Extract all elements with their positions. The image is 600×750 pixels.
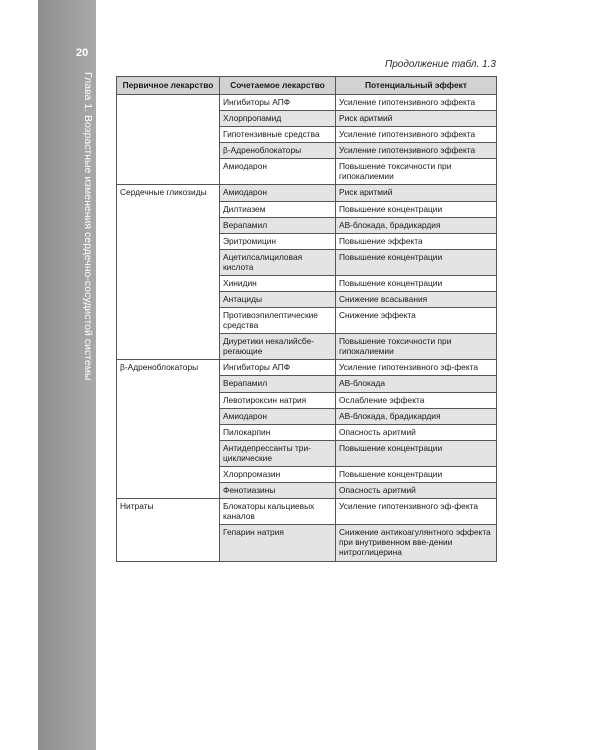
primary-drug-cell: Нитраты [117, 499, 220, 561]
combined-drug-cell: Амиодарон [220, 185, 336, 201]
primary-drug-cell [117, 95, 220, 185]
potential-effect-cell: АВ-блокада, брадикардия [336, 217, 497, 233]
primary-drug-cell: Сердечные гликозиды [117, 185, 220, 360]
table-row [117, 95, 497, 111]
potential-effect-cell: Риск аритмий [336, 111, 497, 127]
potential-effect-cell: Ослабление эффекта [336, 392, 497, 408]
potential-effect-cell: Снижение антикоагулянтного эффекта при внутривенном вве-дении нитроглицерина [336, 525, 497, 561]
potential-effect-cell: Снижение эффекта [336, 308, 497, 334]
combined-drug-cell: Левотироксин натрия [220, 392, 336, 408]
potential-effect-cell: Повышение концентрации [336, 201, 497, 217]
chapter-title: Глава 1. Возрастные изменения сердечно-сосудистой системы [82, 72, 94, 381]
potential-effect-cell: Повышение токсичности при гипокалиемии [336, 334, 497, 360]
combined-drug-cell: Ингибиторы АПФ [220, 360, 336, 376]
combined-drug-cell: Антациды [220, 292, 336, 308]
combined-drug-cell: Амиодарон [220, 159, 336, 185]
combined-drug-cell: Ингибиторы АПФ [220, 95, 336, 111]
header-combined-drug: Сочетаемое лекарство [220, 77, 336, 95]
combined-drug-cell: Ацетилсалициловая кислота [220, 249, 336, 275]
combined-drug-cell: Диуретики некалийсбе-регающие [220, 334, 336, 360]
potential-effect-cell: Усиление гипотензивного эффекта [336, 95, 497, 111]
header-primary-drug: Первичное лекарство [117, 77, 220, 95]
combined-drug-cell: Противоэпилептические средства [220, 308, 336, 334]
potential-effect-cell: Снижение всасывания [336, 292, 497, 308]
table-row [117, 360, 497, 376]
drug-interaction-table [116, 76, 497, 562]
primary-drug-cell: β-Адреноблокаторы [117, 360, 220, 499]
potential-effect-cell: Повышение концентрации [336, 249, 497, 275]
combined-drug-cell: Антидепрессанты три-циклические [220, 440, 336, 466]
combined-drug-cell: Верапамил [220, 217, 336, 233]
potential-effect-cell: Повышение концентрации [336, 275, 497, 291]
potential-effect-cell: Повышение эффекта [336, 233, 497, 249]
potential-effect-cell: АВ-блокада, брадикардия [336, 408, 497, 424]
potential-effect-cell: Опасность аритмий [336, 424, 497, 440]
potential-effect-cell: Усиление гипотензивного эф-фекта [336, 360, 497, 376]
combined-drug-cell: Фенотиазины [220, 483, 336, 499]
combined-drug-cell: Гипотензивные средства [220, 127, 336, 143]
potential-effect-cell: Опасность аритмий [336, 483, 497, 499]
potential-effect-cell: Усиление гипотензивного эффекта [336, 143, 497, 159]
potential-effect-cell: Повышение концентрации [336, 466, 497, 482]
combined-drug-cell: Эритромицин [220, 233, 336, 249]
combined-drug-cell: Амиодарон [220, 408, 336, 424]
combined-drug-cell: Верапамил [220, 376, 336, 392]
combined-drug-cell: Хлорпропамид [220, 111, 336, 127]
potential-effect-cell: Риск аритмий [336, 185, 497, 201]
header-potential-effect: Потенциальный эффект [336, 77, 497, 95]
potential-effect-cell: АВ-блокада [336, 376, 497, 392]
combined-drug-cell: Блокаторы кальциевых каналов [220, 499, 336, 525]
table-row [117, 185, 497, 201]
table-header-row [117, 77, 497, 95]
combined-drug-cell: Пилокарпин [220, 424, 336, 440]
combined-drug-cell: Хинидин [220, 275, 336, 291]
page-number: 20 [76, 47, 89, 59]
table-row [117, 499, 497, 525]
potential-effect-cell: Повышение концентрации [336, 440, 497, 466]
potential-effect-cell: Усиление гипотензивного эффекта [336, 127, 497, 143]
combined-drug-cell: Хлорпромазин [220, 466, 336, 482]
potential-effect-cell: Повышение токсичности при гипокалиемии [336, 159, 497, 185]
table-body [117, 95, 497, 562]
potential-effect-cell: Усиление гипотензивного эф-фекта [336, 499, 497, 525]
combined-drug-cell: Гепарин натрия [220, 525, 336, 561]
table-caption: Продолжение табл. 1.3 [384, 59, 496, 70]
chapter-title-wrap [80, 72, 94, 381]
combined-drug-cell: β-Адреноблокаторы [220, 143, 336, 159]
combined-drug-cell: Дилтиазем [220, 201, 336, 217]
